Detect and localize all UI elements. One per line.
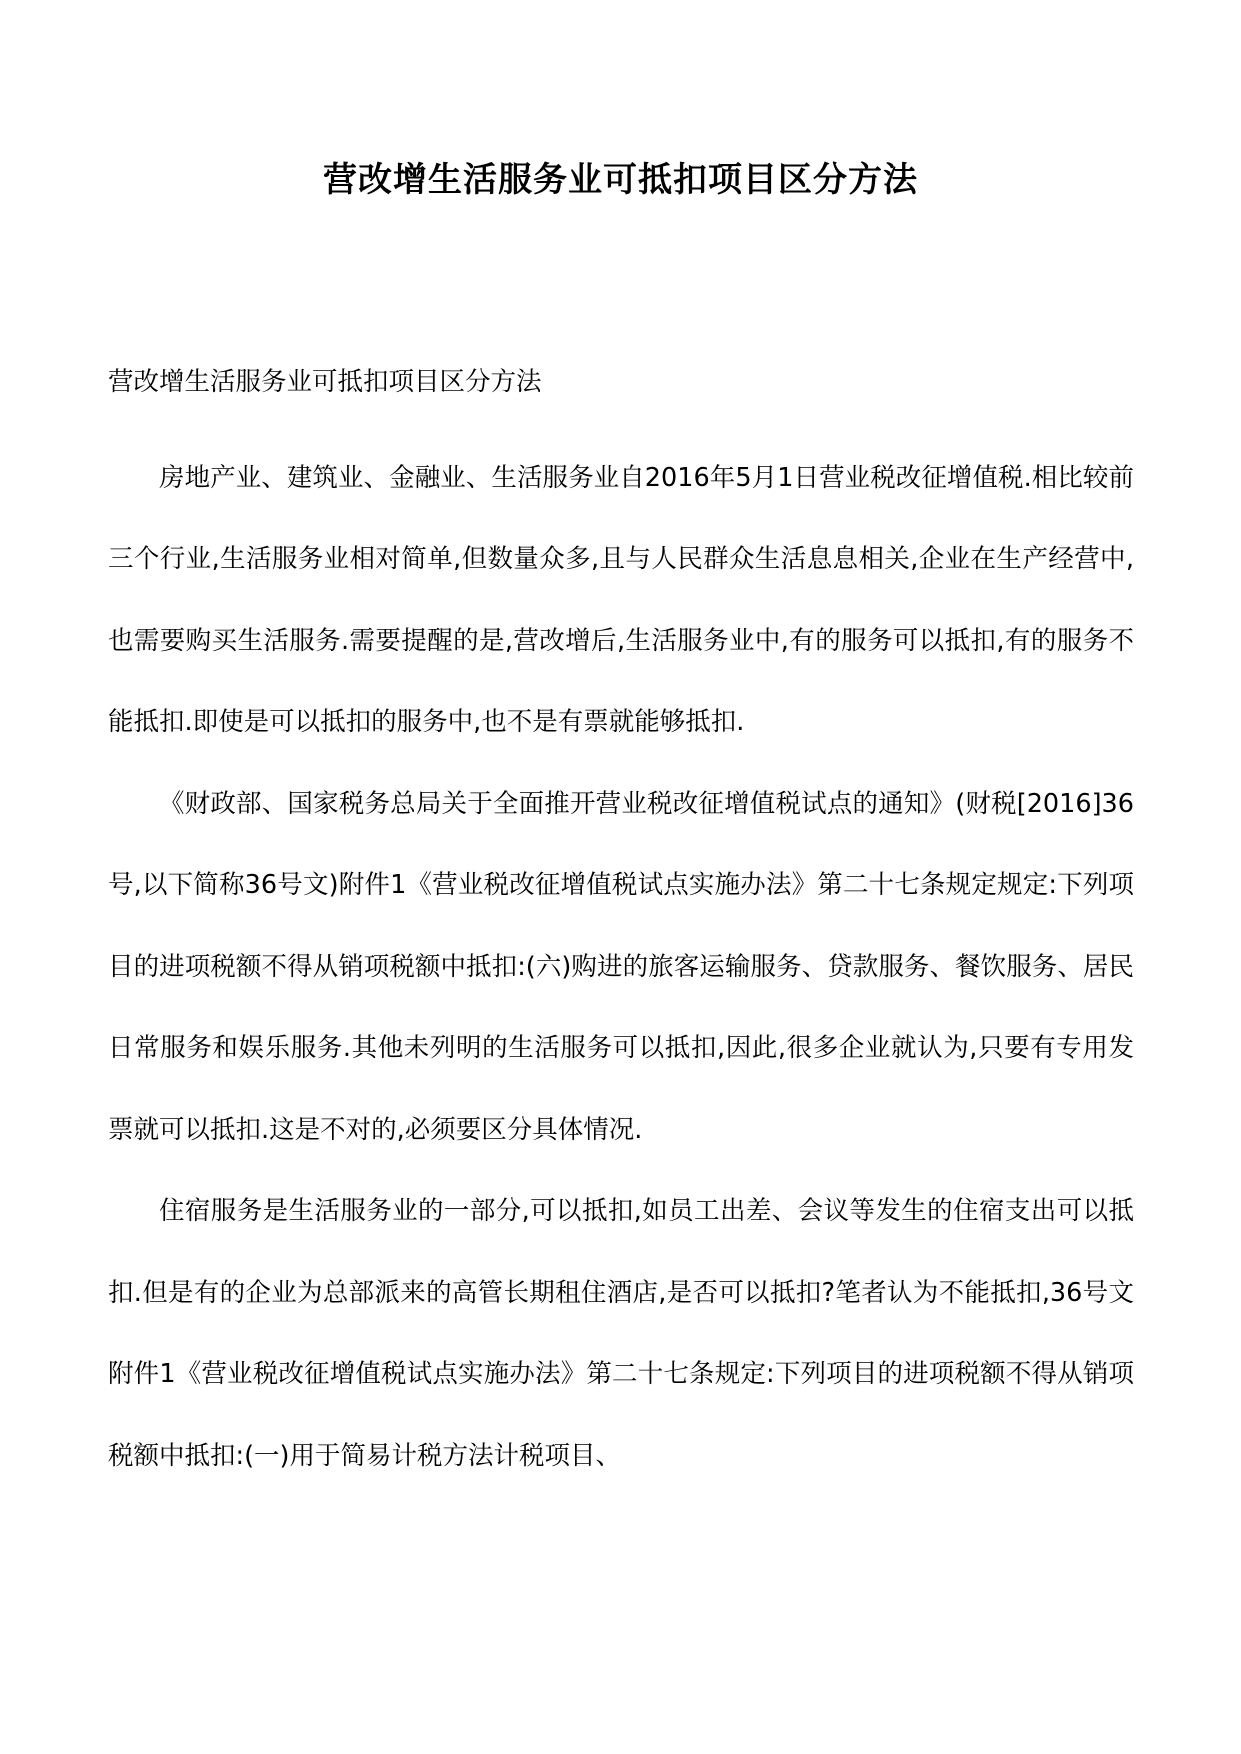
paragraph: 《财政部、国家税务总局关于全面推开营业税改征增值税试点的通知》(财税[2016]36号,以下简称36号文)附件1《营业税改征增值税试点实施办法》第二十七条规定规定:下列项目的进项税额不得从销项税额中抵扣:(六)购进的旅客运输服务、贷款服务、餐饮服务、居民日常服务和娱乐服务.其他未列明的生活服务可以抵扣,因此,很多企业就认为,只要有专用发票就可以抵扣.这是不对的,必须要区分具体情况. [108, 788, 1134, 1145]
paragraph: 房地产业、建筑业、金融业、生活服务业自2016年5月1日营业税改征增值税.相比较前三个行业,生活服务业相对简单,但数量众多,且与人民群众生活息息相关,企业在生产经营中,也需要购买生活服务.需要提醒的是,营改增后,生活服务业中,有的服务可以抵扣,有的服务不能抵扣.即使是可以抵扣的服务中,也不是有票就能够抵扣. [108, 462, 1134, 737]
paragraph: 住宿服务是生活服务业的一部分,可以抵扣,如员工出差、会议等发生的住宿支出可以抵扣.但是有的企业为总部派来的高管长期租住酒店,是否可以抵扣?笔者认为不能抵扣,36号文附件1《营业税改征增值税试点实施办法》第二十七条规定:下列项目的进项税额不得从销项税额中抵扣:(一)用于简易计税方法计税项目、 [108, 1196, 1134, 1471]
document-subtitle: 营改增生活服务业可抵扣项目区分方法 [108, 367, 542, 397]
document-title: 营改增生活服务业可抵扣项目区分方法 [323, 160, 918, 200]
document-body [108, 342, 1134, 1497]
